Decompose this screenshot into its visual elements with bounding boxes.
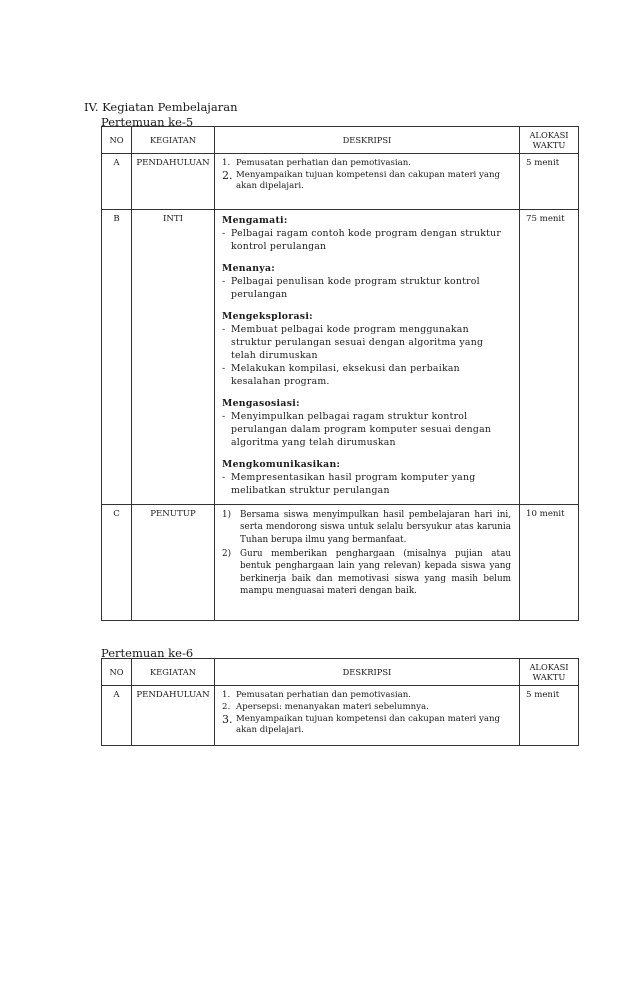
row-deskripsi: [215, 154, 520, 210]
row-kegiatan: INTI: [132, 210, 215, 505]
penutup-steps: [222, 509, 511, 597]
col-header-kegiatan: KEGIATAN: [132, 127, 215, 154]
list-item: - Melakukan kompilasi, eksekusi dan perbaikan kesalahan program.: [222, 363, 460, 388]
list-item: 1. Pemusatan perhatian dan pemotivasian.: [222, 158, 412, 168]
col-header-no: NO: [102, 127, 132, 154]
row-alokasi: 5 menit: [520, 154, 579, 210]
row-deskripsi: [215, 686, 520, 746]
row-no: C: [102, 505, 132, 621]
row-no: B: [102, 210, 132, 505]
row-alokasi: 5 menit: [520, 686, 579, 746]
meeting-6-title: Pertemuan ke-6: [101, 646, 194, 660]
col-header-kegiatan: KEGIATAN: [132, 659, 215, 686]
meeting-5-title: Pertemuan ke-5: [101, 115, 194, 129]
list-item: 2) Guru memberikan penghargaan (misalnya pujian atau bentuk penghargaan lain yang relevan) kepada siswa yang berkinerja baik dan memotivasi siswa yang masih belum mampu menguasai materi dengan baik.: [222, 548, 511, 596]
stage-mengamati: Mengamati: - Pelbagai ragam contoh kode program dengan struktur kontrol perulangan: [222, 214, 511, 253]
stage-menanya: Menanya: - Pelbagai penulisan kode program struktur kontrol perulangan: [222, 262, 511, 301]
row-alokasi: 75 menit: [520, 210, 579, 505]
stage-mengkomunikasikan: Mengkomunikasikan: - Mempresentasikan hasil program komputer yang melibatkan struktur perulangan: [222, 458, 511, 497]
col-header-deskripsi: DESKRIPSI: [215, 659, 520, 686]
table-header-row: [102, 659, 579, 686]
list-item: - Menyimpulkan pelbagai ragam struktur kontrol perulangan dalam program komputer sesuai dengan algoritma yang telah dirumuskan: [222, 411, 492, 449]
row-no: A: [102, 154, 132, 210]
row-kegiatan: PENDAHULUAN: [132, 686, 215, 746]
list-item: - Pelbagai ragam contoh kode program dengan struktur kontrol perulangan: [222, 228, 502, 253]
table-row-pendahuluan: [102, 154, 579, 210]
list-item: - Pelbagai penulisan kode program struktur kontrol perulangan: [222, 276, 480, 301]
table-header-row: [102, 127, 579, 154]
row-deskripsi: [215, 210, 520, 505]
stage-mengeksplorasi: Mengeksplorasi: - Membuat pelbagai kode program menggunakan struktur perulangan sesuai dengan algoritma yang telah dirumuskan - Melakukan kompilasi, eksekusi dan perbaikan kesalahan program.: [222, 310, 511, 388]
list-item: 2. Menyampaikan tujuan kompetensi dan cakupan materi yang akan dipelajari.: [222, 169, 501, 191]
pendahuluan-steps: [222, 158, 511, 192]
list-item: 1. Pemusatan perhatian dan pemotivasian.: [222, 690, 412, 700]
list-item: - Membuat pelbagai kode program menggunakan struktur perulangan sesuai dengan algoritma yang telah dirumuskan: [222, 324, 484, 362]
meeting-6-table: [101, 658, 579, 746]
section-heading: IV. Kegiatan Pembelajaran: [84, 100, 238, 114]
list-item: 3. Menyampaikan tujuan kompetensi dan cakupan materi yang akan dipelajari.: [222, 713, 501, 735]
list-item: 1) Bersama siswa menyimpulkan hasil pembelajaran hari ini, serta mendorong siswa untuk selalu bersyukur atas karunia Tuhan berupa ilmu yang bermanfaat.: [222, 510, 511, 545]
list-item: 2. Apersepsi: menanyakan materi sebelumnya.: [222, 702, 429, 712]
col-header-deskripsi: DESKRIPSI: [215, 127, 520, 154]
table-row-penutup: [102, 505, 579, 621]
col-header-alokasi: ALOKASI WAKTU: [520, 659, 579, 686]
list-item: - Mempresentasikan hasil program komputer yang melibatkan struktur perulangan: [222, 472, 476, 497]
row-deskripsi: [215, 505, 520, 621]
row-alokasi: 10 menit: [520, 505, 579, 621]
stage-mengasosiasi: Mengasosiasi: - Menyimpulkan pelbagai ragam struktur kontrol perulangan dalam program komputer sesuai dengan algoritma yang telah dirumuskan: [222, 397, 511, 449]
table-row-pendahuluan: [102, 686, 579, 746]
meeting-5-table: [101, 126, 579, 621]
pendahuluan-steps: [222, 690, 511, 736]
col-header-alokasi: ALOKASI WAKTU: [520, 127, 579, 154]
row-kegiatan: PENDAHULUAN: [132, 154, 215, 210]
col-header-no: NO: [102, 659, 132, 686]
row-kegiatan: PENUTUP: [132, 505, 215, 621]
table-row-inti: [102, 210, 579, 505]
row-no: A: [102, 686, 132, 746]
